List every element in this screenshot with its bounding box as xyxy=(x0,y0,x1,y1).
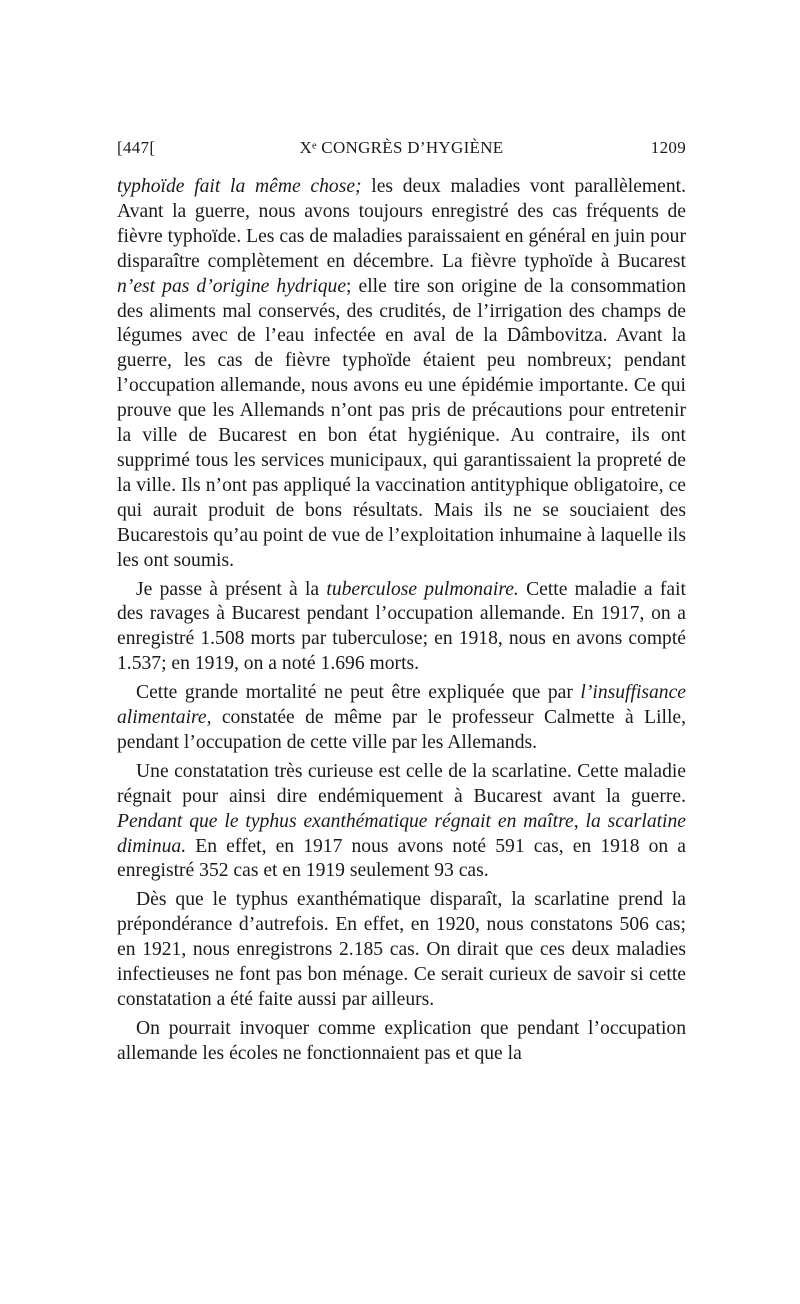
italic-phrase: l’insuffisance alimentaire, xyxy=(117,682,686,729)
running-title: Xᵉ CONGRÈS D’HYGIÈNE xyxy=(299,138,504,157)
paragraph-typhoid xyxy=(117,175,686,574)
italic-phrase: n’est pas d’origine hydrique xyxy=(117,275,347,297)
paragraph-typhus-disappears: Dès que le typhus exanthématique disparaît, la scarlatine prend la prépondérance d’autrefois. En effet, en 1920, nous constatons 506 cas; en 1921, nous enregistrons 2.185 cas. On dirait que ces deux maladies infectieuses ne font pas bon ménage. Ce serait curieux de savoir si cette constatation a été faite aussi par ailleurs. xyxy=(117,889,686,1010)
running-header xyxy=(117,138,686,164)
text-run: ; elle tire son origine de la consommation des aliments mal conservés, des crudités, de l’irrigation des champs de légumes avec de l’eau infectée en aval de la Dâmbovitza. Avant la guerre, les cas de fièvre typhoïde étaient peu nombreux; pendant l’occupation allemande, nous avons eu une épidémie importante. Ce qui prouve que les Allemands n’ont pas pris de précautions pour entretenir la ville de Bucarest en bon état hygiénique. Au contraire, ils ont supprimé tous les services municipaux, qui garantissaient la propreté de la ville. Ils n’ont pas appliqué la vaccination antityphique obligatoire, ce qui aurait produit de bons résultats. Mais ils ne se souciaient des Bucarestois qu’au point de vue de l’exploitation inhumaine à laquelle ils les ont soumis. xyxy=(117,275,686,571)
italic-phrase: tuberculose pulmonaire. xyxy=(326,578,519,600)
page-number: 1209 xyxy=(650,138,686,157)
italic-phrase: Pendant que le typhus exanthématique régnait en maître, la scarlatine diminua. xyxy=(117,810,686,857)
text-run: constatée de même par le professeur Calmette à Lille, pendant l’occupation de cette ville par les Allemands. xyxy=(117,707,686,753)
text-run: Je passe à présent à la xyxy=(136,578,327,600)
body-text xyxy=(117,175,686,1067)
bracket-reference: [447[ xyxy=(117,138,156,157)
text-run: Cette grande mortalité ne peut être expliquée que par xyxy=(136,682,581,704)
text-run: En effet, en 1917 nous avons noté 591 cas, en 1918 on a enregistré 352 cas et en 1919 seulement 93 cas. xyxy=(117,835,686,882)
paragraph-explanation: On pourrait invoquer comme explication que pendant l’occupation allemande les écoles ne fonctionnaient pas et que la xyxy=(117,1017,686,1064)
text-run: Une constatation très curieuse est celle de la scarlatine. Cette maladie régnait pour ainsi dire endémiquement à Bucarest avant la guerre. xyxy=(117,760,686,807)
text-run: Cette maladie a fait des ravages à Bucarest pendant l’occupation allemande. En 1917, on a enregistré 1.508 morts par tuberculose; en 1918, nous en avons compté 1.537; en 1919, on a noté 1.696 morts. xyxy=(117,578,686,675)
italic-phrase: typhoïde fait la même chose; xyxy=(117,176,362,197)
paragraph-tuberculosis xyxy=(117,578,686,678)
paragraph-mortality xyxy=(117,681,686,756)
text-run: les deux maladies vont parallèlement. Avant la guerre, nous avons toujours enregistré des cas fréquents de fièvre typhoïde. Les cas de maladies paraissaient en général en juin pour disparaître complètement en décembre. La fièvre typhoïde à Bucarest xyxy=(117,176,686,272)
paragraph-scarlatine xyxy=(117,760,686,885)
